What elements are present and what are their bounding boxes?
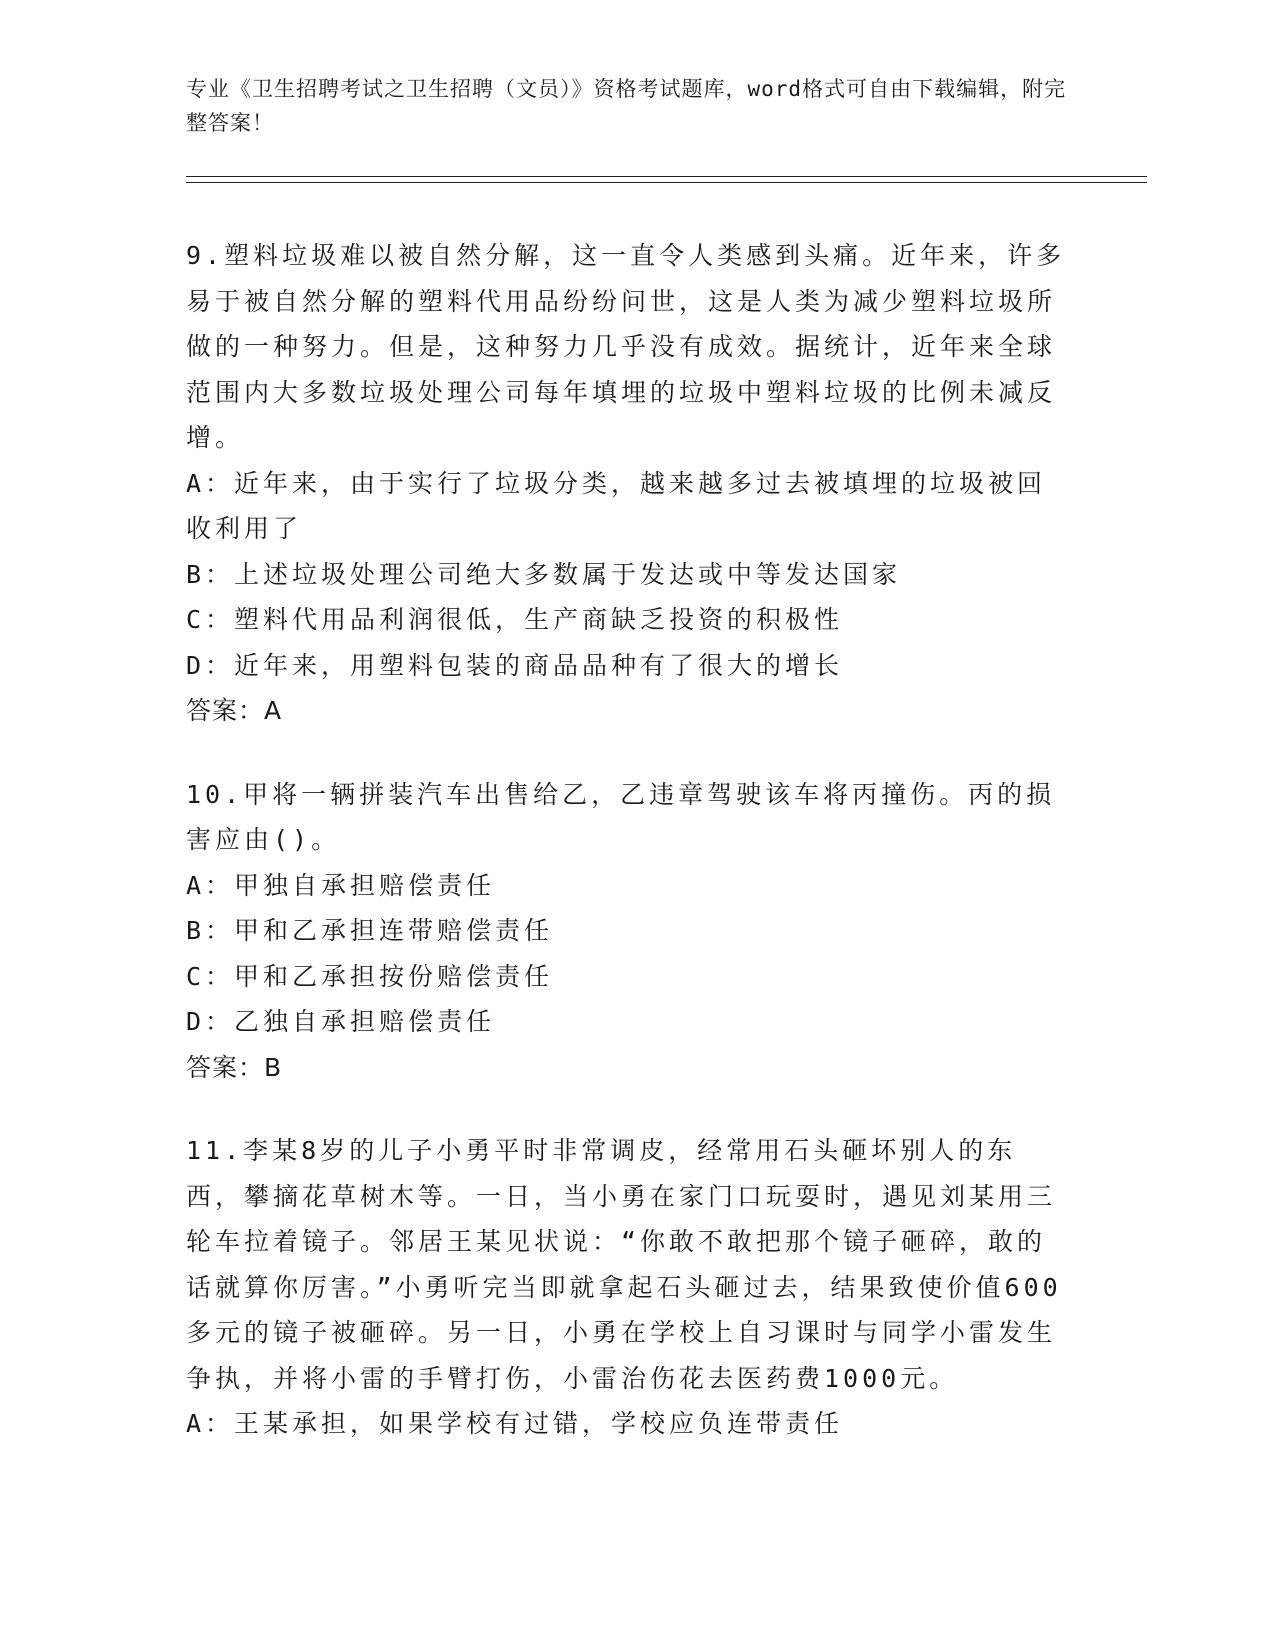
question-list — [186, 233, 1066, 1485]
document-header — [186, 72, 1086, 140]
option-a: A：近年来，由于实行了垃圾分类，越来越多过去被填埋的垃圾被回收利用了 — [186, 468, 1047, 543]
question-10 — [186, 772, 1066, 1091]
option-a: A：王某承担，如果学校有过错，学校应负连带责任 — [186, 1409, 844, 1438]
option-c: C：塑料代用品利润很低，生产商缺乏投资的积极性 — [186, 605, 844, 634]
header-divider-bottom — [186, 182, 1147, 183]
option-b: B：甲和乙承担连带赔偿责任 — [186, 916, 554, 945]
option-b: B：上述垃圾处理公司绝大多数属于发达或中等发达国家 — [186, 559, 902, 589]
question-stem: 11.李某8岁的儿子小勇平时非常调皮，经常用石头砸坏别人的东西，攀摘花草树木等。一日，当小勇在家门口玩耍时，遇见刘某用三轮车拉着镜子。邻居王某见状说：“你敢不敢把那个镜子砸碎，敢的话就算你厉害。”小勇听完当即就拿起石头砸过去，结果致使价值600多元的镜子被砸碎。另一日，小勇在学校上自习课时与同学小雷发生争执，并将小雷的手臂打伤，小雷治伤花去医药费1000元。 — [186, 1136, 1062, 1393]
option-d: D：乙独自承担赔偿责任 — [186, 1007, 496, 1036]
answer: 答案：A — [186, 696, 283, 725]
answer: 答案：B — [186, 1052, 283, 1082]
question-stem: 10.甲将一辆拼装汽车出售给乙，乙违章驾驶该车将丙撞伤。丙的损害应由()。 — [186, 779, 1056, 854]
question-9 — [186, 233, 1066, 734]
option-c: C：甲和乙承担按份赔偿责任 — [186, 961, 554, 991]
header-divider-top — [186, 176, 1147, 177]
option-a: A：甲独自承担赔偿责任 — [186, 870, 496, 900]
question-11 — [186, 1128, 1066, 1447]
header-text: 专业《卫生招聘考试之卫生招聘（文员）》资格考试题库，word格式可自由下载编辑，附完整答案！ — [186, 77, 1067, 135]
option-d: D：近年来，用塑料包装的商品品种有了很大的增长 — [186, 650, 844, 680]
question-stem: 9.塑料垃圾难以被自然分解，这一直令人类感到头痛。近年来，许多易于被自然分解的塑料代用品纷纷问世，这是人类为减少塑料垃圾所做的一种努力。但是，这种努力几乎没有成效。据统计，近年来全球范围内大多数垃圾处理公司每年填埋的垃圾中塑料垃圾的比例未减反增。 — [186, 241, 1066, 452]
